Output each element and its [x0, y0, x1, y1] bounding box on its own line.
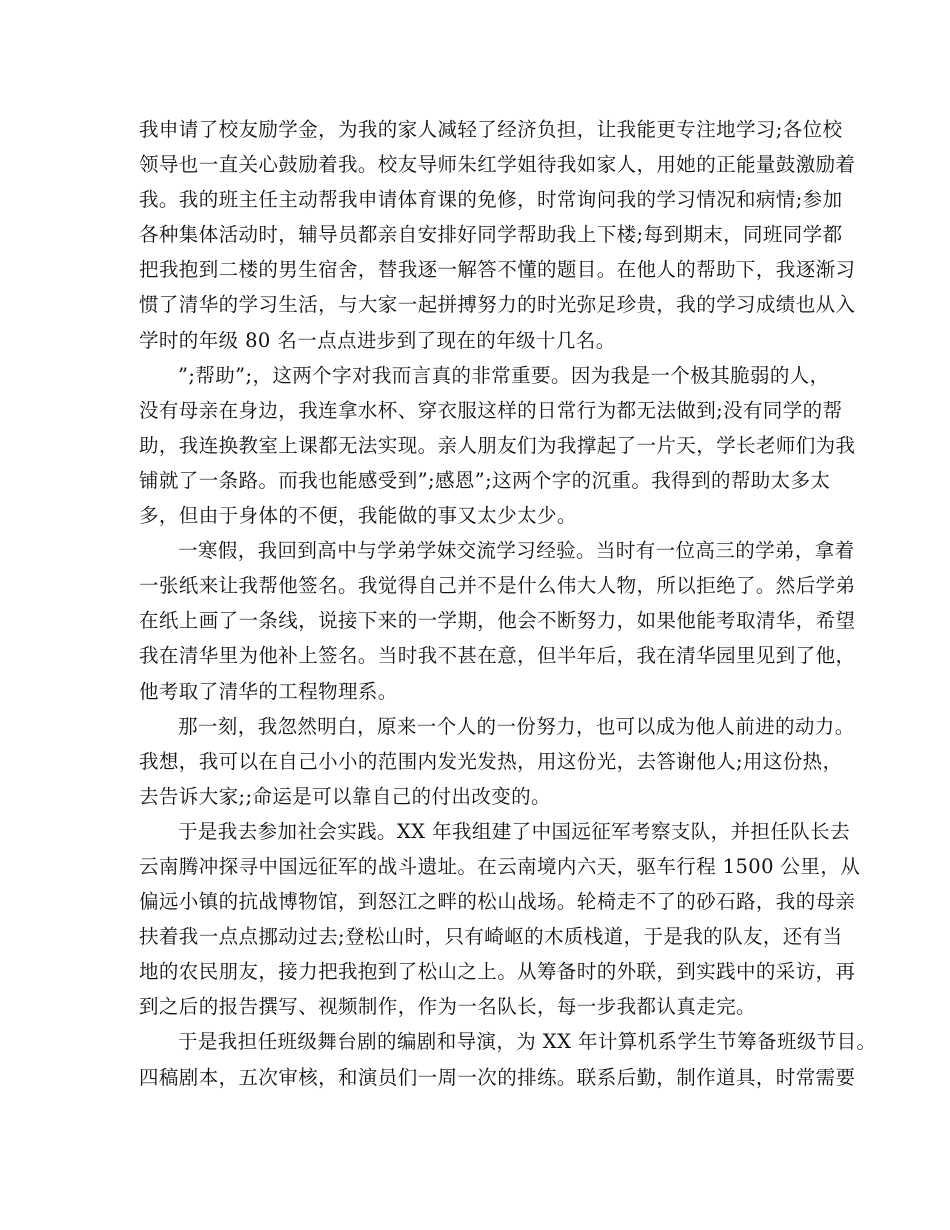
text-line: 到之后的报告撰写、视频制作，作为一名队长，每一步我都认真走完。	[139, 995, 756, 1019]
text-line: 地的农民朋友，接力把我抱到了松山之上。从筹备时的外联，到实践中的采访，再	[139, 960, 856, 984]
text-line: 扶着我一点点挪动过去;登松山时，只有崎岖的木质栈道，于是我的队友，还有当	[139, 925, 843, 949]
text-line: 我想，我可以在自己小小的范围内发光发热，用这份光，去答谢他人;用这份热，	[139, 749, 843, 773]
text-line: ”;帮助”;，这两个字对我而言真的非常重要。因为我是一个极其脆弱的人，	[178, 363, 830, 387]
text-line: 各种集体活动时，辅导员都亲自安排好同学帮助我上下楼;每到期末，同班同学都	[139, 223, 843, 247]
text-line: 于是我担任班级舞台剧的编剧和导演，为 XX 年计算机系学生节筹备班级节目。	[178, 1030, 877, 1054]
text-line: 在纸上画了一条线，说接下来的一学期，他会不断努力，如果他能考取清华，希望	[139, 609, 856, 633]
text-line: 四稿剧本，五次审核，和演员们一周一次的排练。联系后勤，制作道具，时常需要	[139, 1065, 856, 1089]
text-line: 助，我连换教室上课都无法实现。亲人朋友们为我撑起了一片天，学长老师们为我	[139, 433, 856, 457]
text-line: 一寒假，我回到高中与学弟学妹交流学习经验。当时有一位高三的学弟，拿着	[178, 539, 855, 563]
text-line: 没有母亲在身边，我连拿水杯、穿衣服这样的日常行为都无法做到;没有同学的帮	[139, 398, 843, 422]
text-line: 偏远小镇的抗战博物馆，到怒江之畔的松山战场。轮椅走不了的砂石路，我的母亲	[139, 890, 856, 914]
text-line: 一张纸来让我帮他签名。我觉得自己并不是什么伟大人物，所以拒绝了。然后学弟	[139, 574, 856, 598]
text-line: 我。我的班主任主动帮我申请体育课的免修，时常询问我的学习情况和病情;参加	[139, 188, 843, 212]
text-line: 领导也一直关心鼓励着我。校友导师朱红学姐待我如家人，用她的正能量鼓激励着	[139, 153, 856, 177]
text-line: 我申请了校友励学金，为我的家人减轻了经济负担，让我能更专注地学习;各位校	[139, 118, 843, 141]
body-text	[139, 112, 877, 1095]
text-line: 我在清华里为他补上签名。当时我不甚在意，但半年后，我在清华园里见到了他，	[139, 644, 856, 668]
text-line: 把我抱到二楼的男生宿舍，替我逐一解答不懂的题目。在他人的帮助下，我逐渐习	[139, 258, 856, 282]
text-line: 惯了清华的学习生活，与大家一起拼搏努力的时光弥足珍贵，我的学习成绩也从入	[139, 293, 856, 317]
text-line: 多，但由于身体的不便，我能做的事又太少太少。	[139, 504, 577, 528]
text-line: 那一刻，我忽然明白，原来一个人的一份努力，也可以成为他人前进的动力。	[178, 714, 855, 738]
text-line: 云南腾冲探寻中国远征军的战斗遗址。在云南境内六天，驱车行程 1500 公里，从	[139, 854, 861, 878]
text-line: 铺就了一条路。而我也能感受到”;感恩”;这两个字的沉重。我得到的帮助太多太	[139, 468, 831, 492]
text-line: 去告诉大家;;命运是可以靠自己的付出改变的。	[139, 784, 551, 808]
text-line: 他考取了清华的工程物理系。	[139, 679, 398, 703]
text-line: 学时的年级 80 名一点点进步到了现在的年级十几名。	[139, 328, 616, 352]
text-line: 于是我去参加社会实践。XX 年我组建了中国远征军考察支队，并担任队长去	[178, 819, 850, 843]
